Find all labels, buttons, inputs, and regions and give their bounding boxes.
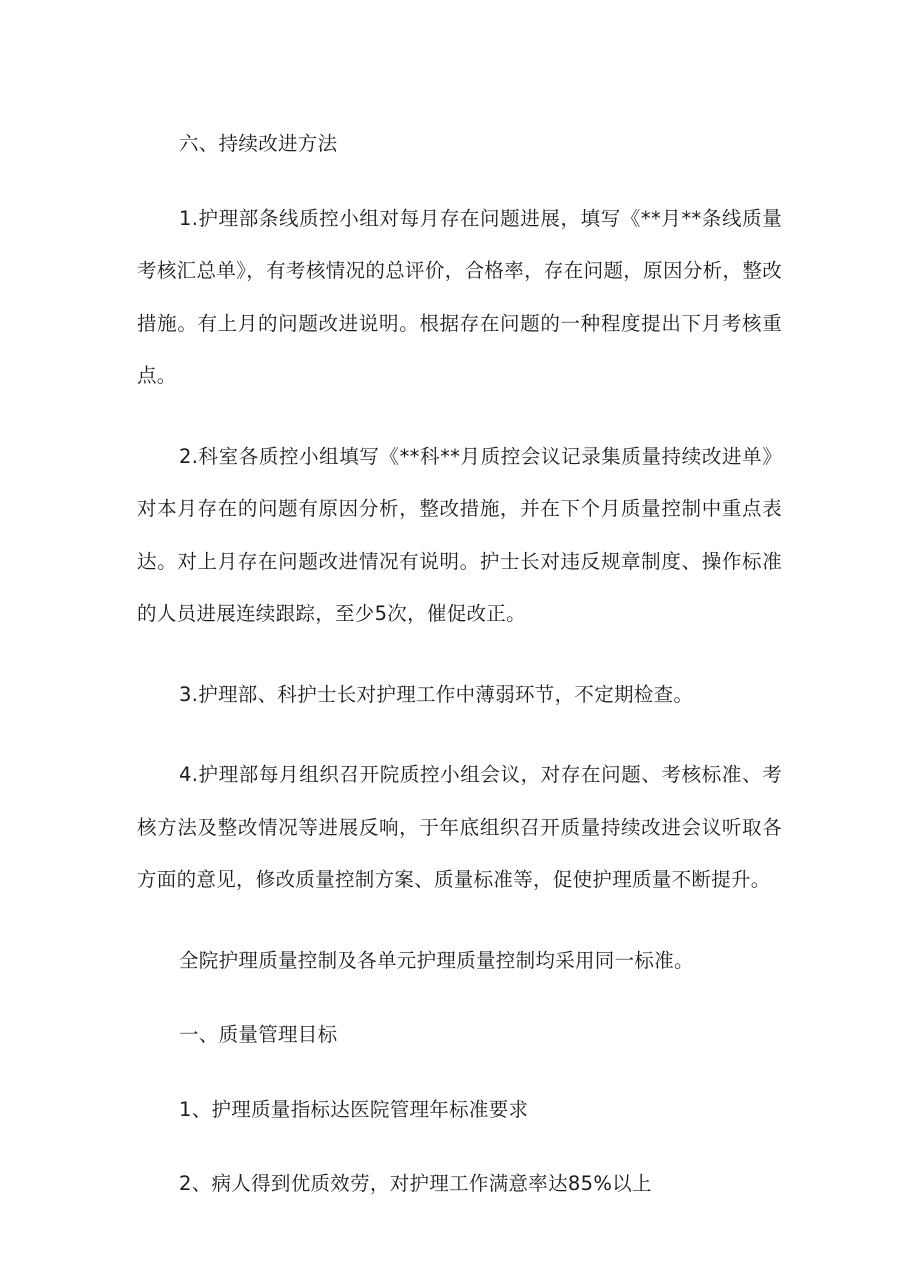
section-heading-quality-goals: 一、质量管理目标 xyxy=(179,1023,338,1046)
paragraph-item-1: 1.护理部条线质控小组对每月存在问题进展，填写《**月**条线质量考核汇总单》，有考核情况的总评价，合格率，存在问题，原因分析，整改措施。有上月的问题改进说明。根据存在问题的一种程度提出下月考核重点。 xyxy=(137,206,782,387)
section-heading-continuous-improvement: 六、持续改进方法 xyxy=(179,132,338,155)
paragraph-item-4: 4.护理部每月组织召开院质控小组会议，对存在问题、考核标准、考核方法及整改情况等进展反响，于年底组织召开质量持续改进会议听取各方面的意见，修改质量控制方案、质量标准等，促使护理质量不断提升。 xyxy=(137,763,782,891)
document-body xyxy=(137,118,782,1211)
paragraph-standard-note: 全院护理质量控制及各单元护理质量控制均采用同一标准。 xyxy=(179,948,694,972)
paragraph-item-3: 3.护理部、科护士长对护理工作中薄弱环节，不定期检查。 xyxy=(179,682,694,706)
goal-item-1: 1、护理质量指标达医院管理年标准要求 xyxy=(179,1097,529,1121)
paragraph-item-2: 2.科室各质控小组填写《**科**月质控会议记录集质量持续改进单》对本月存在的问题有原因分析，整改措施，并在下个月质量控制中重点表达。对上月存在问题改进情况有说明。护士长对违反规章制度、操作标准的人员进展连续跟踪，至少5次，催促改正。 xyxy=(137,444,782,625)
goal-item-2: 2、病人得到优质效劳，对护理工作满意率达85%以上 xyxy=(179,1172,652,1195)
